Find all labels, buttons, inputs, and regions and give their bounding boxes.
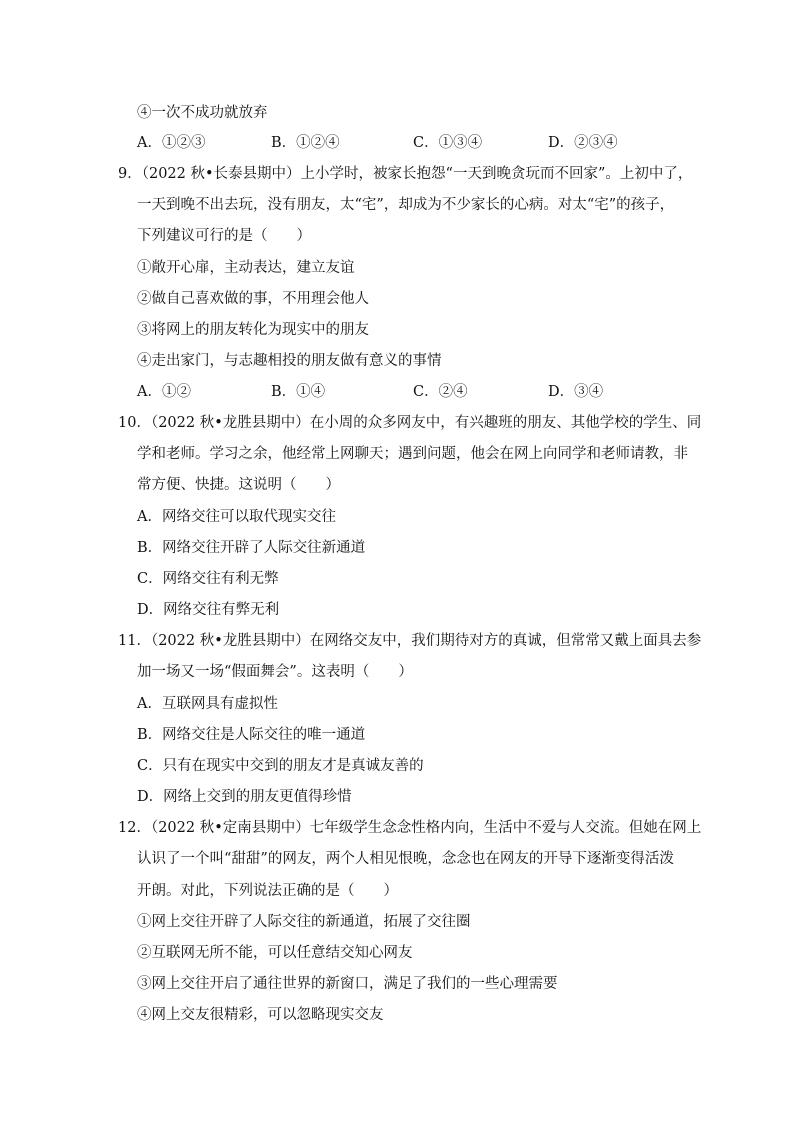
q12-item-1: ①网上交往开辟了人际交往的新通道，拓展了交往圈 (137, 914, 471, 930)
q8-option-c: C．①③④ (413, 135, 483, 151)
q12-stem-line-2: 认识了一个叫“甜甜”的网友，两个人相见恨晚，念念也在网友的开导下逐渐变得活泼 (137, 851, 674, 867)
q12-stem-line-1: 12．（2022 秋•定南县期中）七年级学生念念性格内向，生活中不爱与人交流。但她在网上 (118, 820, 702, 836)
q9-option-c: C．②④ (413, 384, 468, 400)
q9-item-1: ①敞开心扉，主动表达，建立友谊 (137, 260, 355, 276)
q9-stem-line-2: 一天到晚不出去玩，没有朋友，太“宅”，却成为不少家长的心病。对太“宅”的孩子， (137, 197, 675, 213)
q10-stem-line-2: 学和老师。学习之余，他经常上网聊天；遇到问题，他会在网上向同学和老师请教，非 (137, 446, 688, 462)
q10-option-b: B．网络交往开辟了人际交往新通道 (137, 540, 366, 556)
q11-option-b: B．网络交往是人际交往的唯一通道 (137, 727, 366, 743)
q9-item-3: ③将网上的朋友转化为现实中的朋友 (137, 322, 369, 338)
q11-option-a: A．互联网具有虚拟性 (137, 696, 278, 712)
q10-option-a: A．网络交往可以取代现实交往 (137, 509, 336, 525)
q9-option-d: D．③④ (548, 384, 604, 400)
q12-item-2: ②互联网无所不能，可以任意结交知心网友 (137, 945, 413, 961)
q8-option-b: B．①②④ (271, 135, 340, 151)
q8-item-4: ④一次不成功就放弃 (137, 105, 268, 121)
q12-item-3: ③网上交往开启了通往世界的新窗口，满足了我们的一些心理需要 (137, 976, 558, 992)
q11-option-d: D．网络上交到的朋友更值得珍惜 (137, 789, 352, 805)
q9-stem-line-3: 下列建议可行的是（ ） (137, 228, 311, 244)
q10-stem-line-1: 10．（2022 秋•龙胜县期中）在小周的众多网友中，有兴趣班的朋友、其他学校的学生、同 (118, 415, 702, 431)
q12-item-4: ④网上交友很精彩，可以忽略现实交友 (137, 1007, 384, 1023)
q8-option-a: A．①②③ (137, 135, 206, 151)
q9-item-4: ④走出家门，与志趣相投的朋友做有意义的事情 (137, 353, 442, 369)
q11-stem-line-1: 11．（2022 秋•龙胜县期中）在网络交友中，我们期待对方的真诚，但常常又戴上面具去参 (118, 633, 702, 649)
q11-stem-line-2: 加一场又一场“假面舞会”。这表明（ ） (137, 664, 413, 680)
q10-option-c: C．网络交往有利无弊 (137, 571, 279, 587)
q10-stem-line-3: 常方便、快捷。这说明（ ） (137, 477, 340, 493)
q11-option-c: C．只有在现实中交到的朋友才是真诚友善的 (137, 758, 424, 774)
q9-option-b: B．①④ (271, 384, 326, 400)
q9-stem-line-1: 9．（2022 秋•长泰县期中）上小学时，被家长抱怨“一天到晚贪玩而不回家”。上初中了， (118, 166, 693, 182)
q12-stem-line-3: 开朗。对此，下列说法正确的是（ ） (137, 883, 398, 899)
q9-option-a: A．①② (137, 384, 191, 400)
q10-option-d: D．网络交往有弊无利 (137, 602, 280, 618)
q9-item-2: ②做自己喜欢做的事，不用理会他人 (137, 291, 369, 307)
q8-option-d: D．②③④ (548, 135, 618, 151)
